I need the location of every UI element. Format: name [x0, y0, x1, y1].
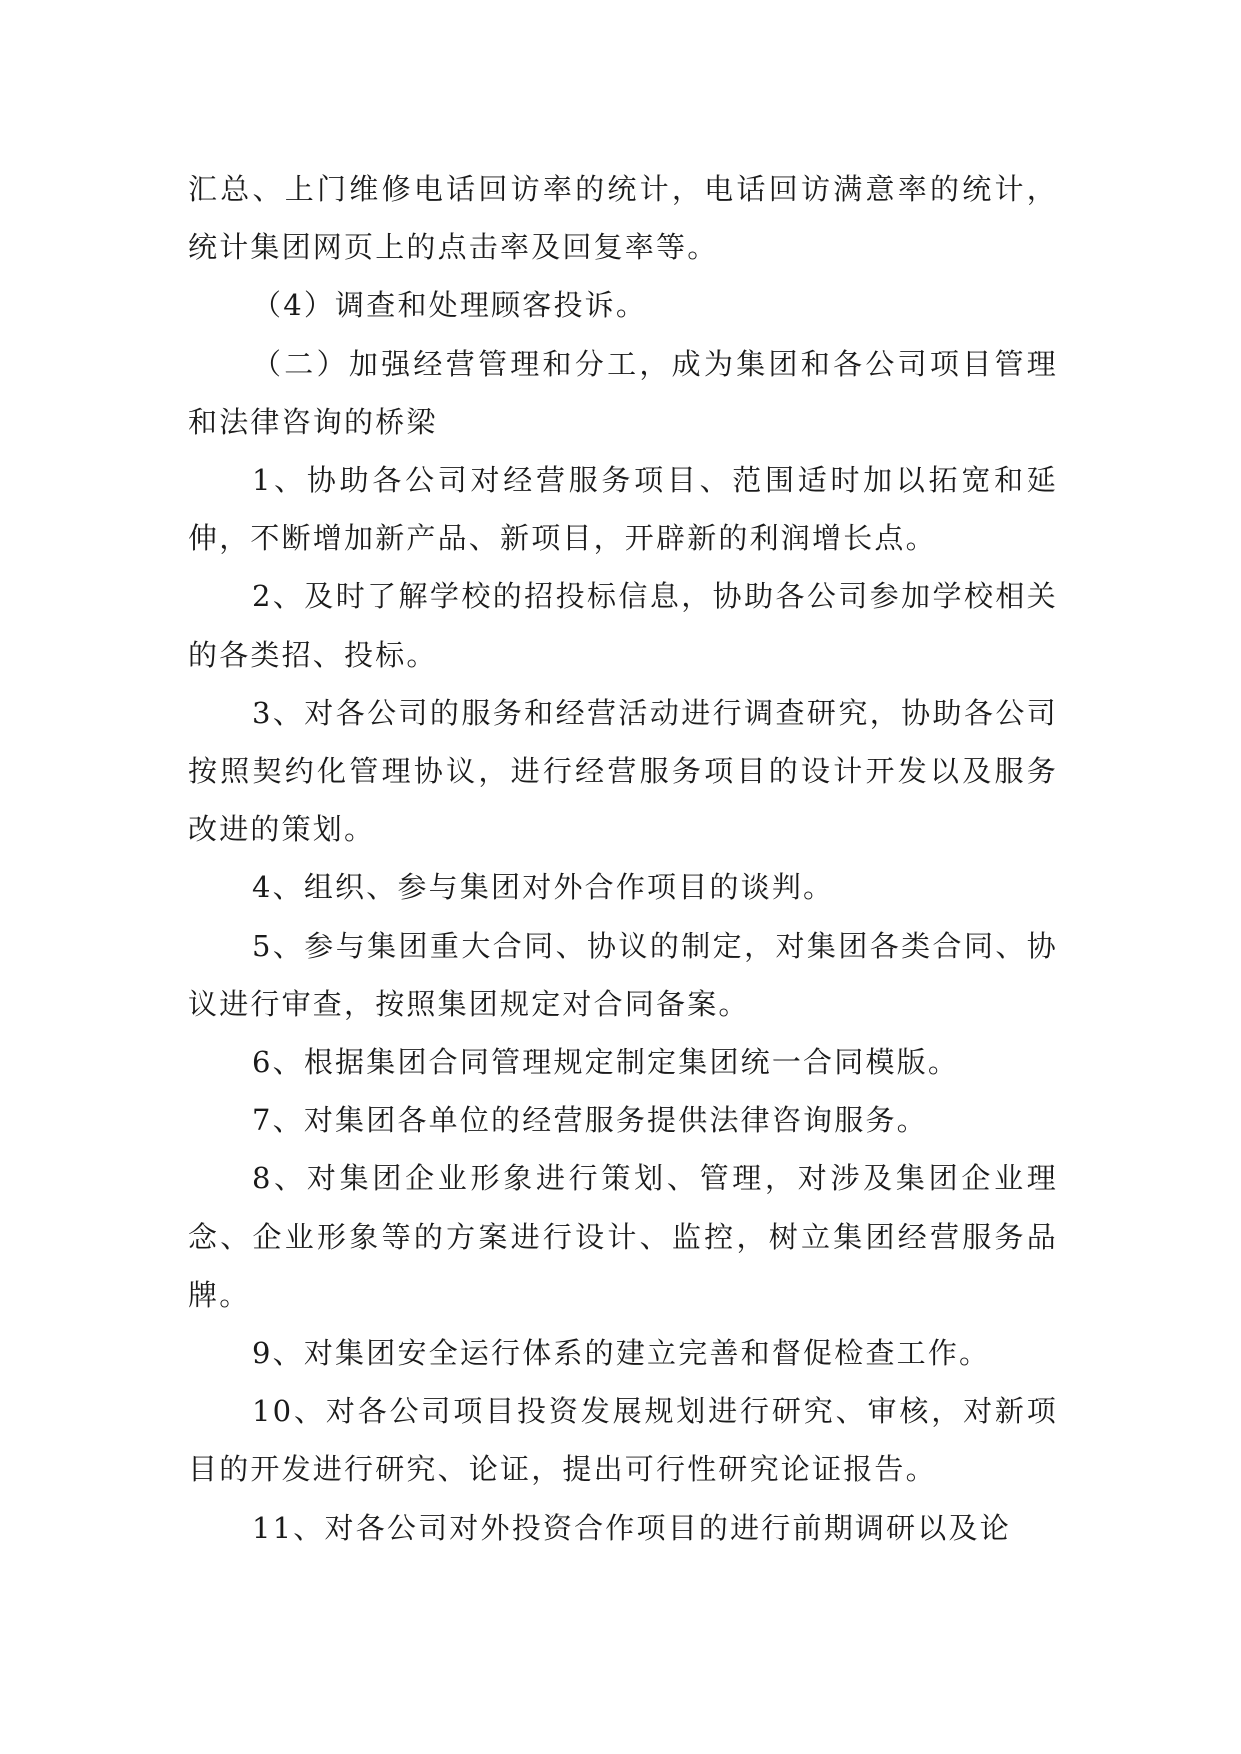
- paragraph-8: 5、参与集团重大合同、协议的制定，对集团各类合同、协议进行审查，按照集团规定对合同备案。: [188, 928, 1058, 1021]
- paragraph-10: 7、对集团各单位的经营服务提供法律咨询服务。: [252, 1103, 928, 1138]
- paragraph-7: 4、组织、参与集团对外合作项目的谈判。: [252, 870, 835, 905]
- paragraph-1: 汇总、上门维修电话回访率的统计，电话回访满意率的统计，统计集团网页上的点击率及回复率等。: [188, 172, 1058, 265]
- paragraph-5: 2、及时了解学校的招投标信息，协助各公司参加学校相关的各类招、投标。: [188, 579, 1058, 672]
- paragraph-6: 3、对各公司的服务和经营活动进行调查研究，协助各公司按照契约化管理协议，进行经营服务项目的设计开发以及服务改进的策划。: [188, 695, 1058, 847]
- paragraph-3: （二）加强经营管理和分工，成为集团和各公司项目管理和法律咨询的桥梁: [188, 346, 1058, 439]
- paragraph-9: 6、根据集团合同管理规定制定集团统一合同模版。: [252, 1045, 960, 1080]
- document-body: [188, 160, 1058, 1557]
- paragraph-4: 1、协助各公司对经营服务项目、范围适时加以拓宽和延伸，不断增加新产品、新项目，开辟新的利润增长点。: [188, 463, 1058, 556]
- paragraph-11: 8、对集团企业形象进行策划、管理，对涉及集团企业理念、企业形象等的方案进行设计、监控，树立集团经营服务品牌。: [188, 1161, 1058, 1312]
- paragraph-12: 9、对集团安全运行体系的建立完善和督促检查工作。: [252, 1336, 991, 1371]
- paragraph-13: 10、对各公司项目投资发展规划进行研究、审核，对新项目的开发进行研究、论证，提出可行性研究论证报告。: [188, 1394, 1058, 1487]
- paragraph-14: 11、对各公司对外投资合作项目的进行前期调研以及论: [252, 1510, 1011, 1545]
- paragraph-2: （4）调查和处理顾客投诉。: [252, 288, 648, 323]
